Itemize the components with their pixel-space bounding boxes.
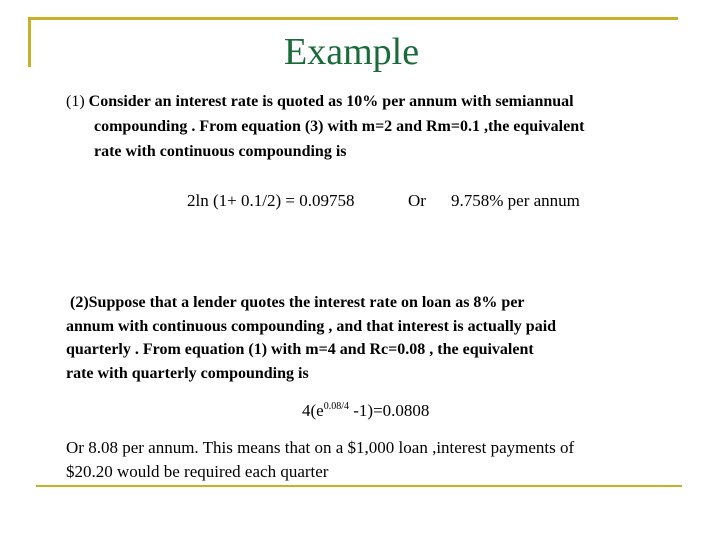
equation-1-result: 9.758% per annum	[451, 191, 580, 210]
frame-left-rule	[28, 17, 31, 67]
example-2-line-2: annum with continuous compounding , and that interest is actually paid	[66, 317, 557, 335]
example-1-line-1	[66, 89, 706, 114]
frame-top-rule	[28, 17, 678, 20]
example-2-line-1: (2)Suppose that a lender quotes the interest rate on loan as 8% per	[70, 294, 525, 311]
equation-2-suffix: -1)=0.0808	[349, 401, 430, 420]
example-2-line-3: quarterly . From equation (1) with m=4 and Rc=0.08 , the equivalent	[66, 341, 534, 358]
equation-1-or: Or	[408, 191, 426, 210]
equation-1-expression: 2ln (1+ 0.1/2) = 0.09758	[187, 191, 355, 210]
conclusion-line-1: Or 8.08 per annum. This means that on a $1,000 loan ,interest payments of	[66, 438, 575, 457]
conclusion-paragraph	[66, 436, 706, 484]
example-1-number: (1)	[66, 93, 85, 110]
equation-2-prefix: 4(e	[302, 401, 324, 420]
frame-bottom-rule	[36, 485, 682, 487]
equation-2-exponent: 0.08/4	[323, 401, 349, 412]
conclusion-line-2: $20.20 would be required each quarter	[66, 462, 329, 481]
example-2-line-4: rate with quarterly compounding is	[66, 364, 309, 382]
example-1-text-1: Consider an interest rate is quoted as 10% per annum with semiannual	[88, 93, 574, 110]
example-1-paragraph	[66, 89, 706, 164]
equation-2	[302, 400, 429, 422]
slide-title: Example	[284, 31, 420, 73]
example-2-paragraph	[66, 291, 706, 385]
example-1-line-3: rate with continuous compounding is	[94, 143, 347, 160]
example-1-line-2: compounding . From equation (3) with m=2 and Rm=0.1 ,the equivalent	[94, 118, 585, 135]
